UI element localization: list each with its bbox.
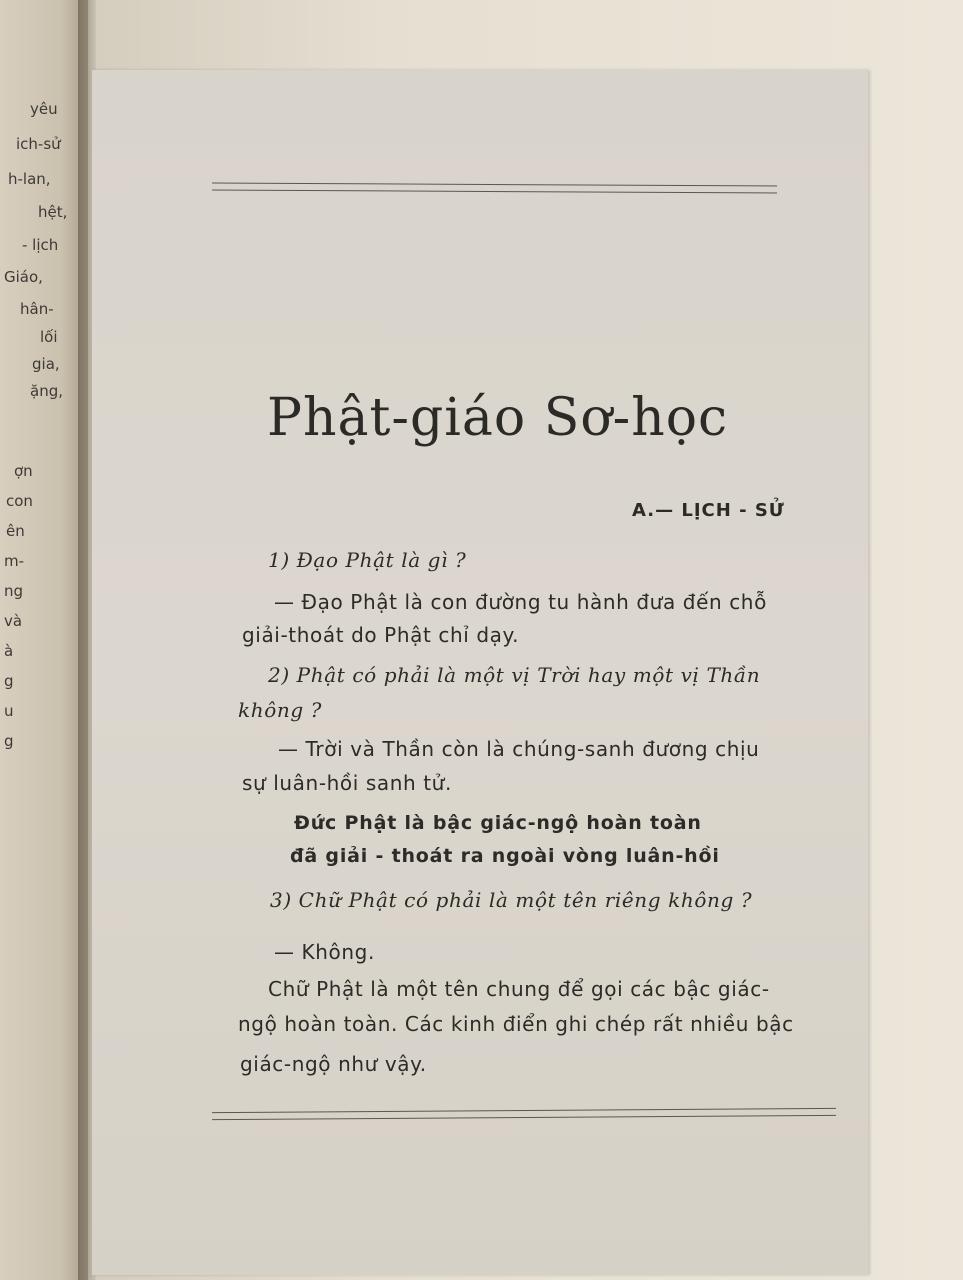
page-fragment: và — [4, 612, 23, 630]
top-double-rule — [212, 183, 777, 194]
page-title: Phật-giáo Sơ-học — [267, 388, 729, 448]
page-fragment: g — [4, 672, 14, 690]
page-fragment: h-lan, — [8, 170, 51, 188]
page-fragment: yêu — [30, 100, 58, 118]
page-fragment: lối — [40, 328, 58, 346]
answer-line: — Không. — [274, 940, 375, 964]
answer-line: — Trời và Thần còn là chúng-sanh đương chịu — [278, 737, 760, 761]
page-fragment: ich-sử — [16, 135, 61, 153]
paragraph-line: Chữ Phật là một tên chung để gọi các bậc giác- — [268, 977, 770, 1001]
page-fragment: m- — [4, 552, 25, 570]
page-fragment: - lịch — [22, 236, 59, 254]
bottom-double-rule — [212, 1108, 836, 1120]
emphasis-line: đã giải - thoát ra ngoài vòng luân-hồi — [290, 845, 720, 867]
answer-line: sự luân-hồi sanh tử. — [242, 771, 452, 795]
paragraph-line: giác-ngộ như vậy. — [240, 1052, 427, 1076]
page-fragment: ợn — [14, 462, 33, 480]
answer-line: — Đạo Phật là con đường tu hành đưa đến chỗ — [274, 590, 767, 614]
page-fragment: à — [4, 642, 14, 660]
page-fragment: gia, — [32, 355, 60, 373]
page-fragment: u — [4, 702, 14, 720]
question-line: 1) Đạo Phật là gì ? — [268, 548, 467, 572]
page-fragment: ặng, — [30, 382, 63, 400]
page-fragment: hệt, — [38, 203, 68, 221]
question-line: 3) Chữ Phật có phải là một tên riêng không ? — [270, 888, 753, 912]
page-fragment: con — [6, 492, 33, 510]
page-fragment: g — [4, 732, 14, 750]
page-fragment: ên — [6, 522, 25, 540]
page-fragment: hân- — [20, 300, 54, 318]
section-heading: A.— LỊCH - SỬ — [632, 500, 785, 521]
previous-page-edge — [0, 0, 88, 1280]
question-line: không ? — [238, 698, 323, 722]
question-line: 2) Phật có phải là một vị Trời hay một vị Thần — [268, 663, 761, 687]
page-fragment: Giáo, — [4, 268, 43, 286]
page-fragment: ng — [4, 582, 24, 600]
book-page — [92, 70, 868, 1275]
paragraph-line: ngộ hoàn toàn. Các kinh điển ghi chép rất nhiều bậc — [238, 1012, 794, 1036]
answer-line: giải-thoát do Phật chỉ dạy. — [242, 623, 520, 647]
emphasis-line: Đức Phật là bậc giác-ngộ hoàn toàn — [294, 812, 702, 834]
